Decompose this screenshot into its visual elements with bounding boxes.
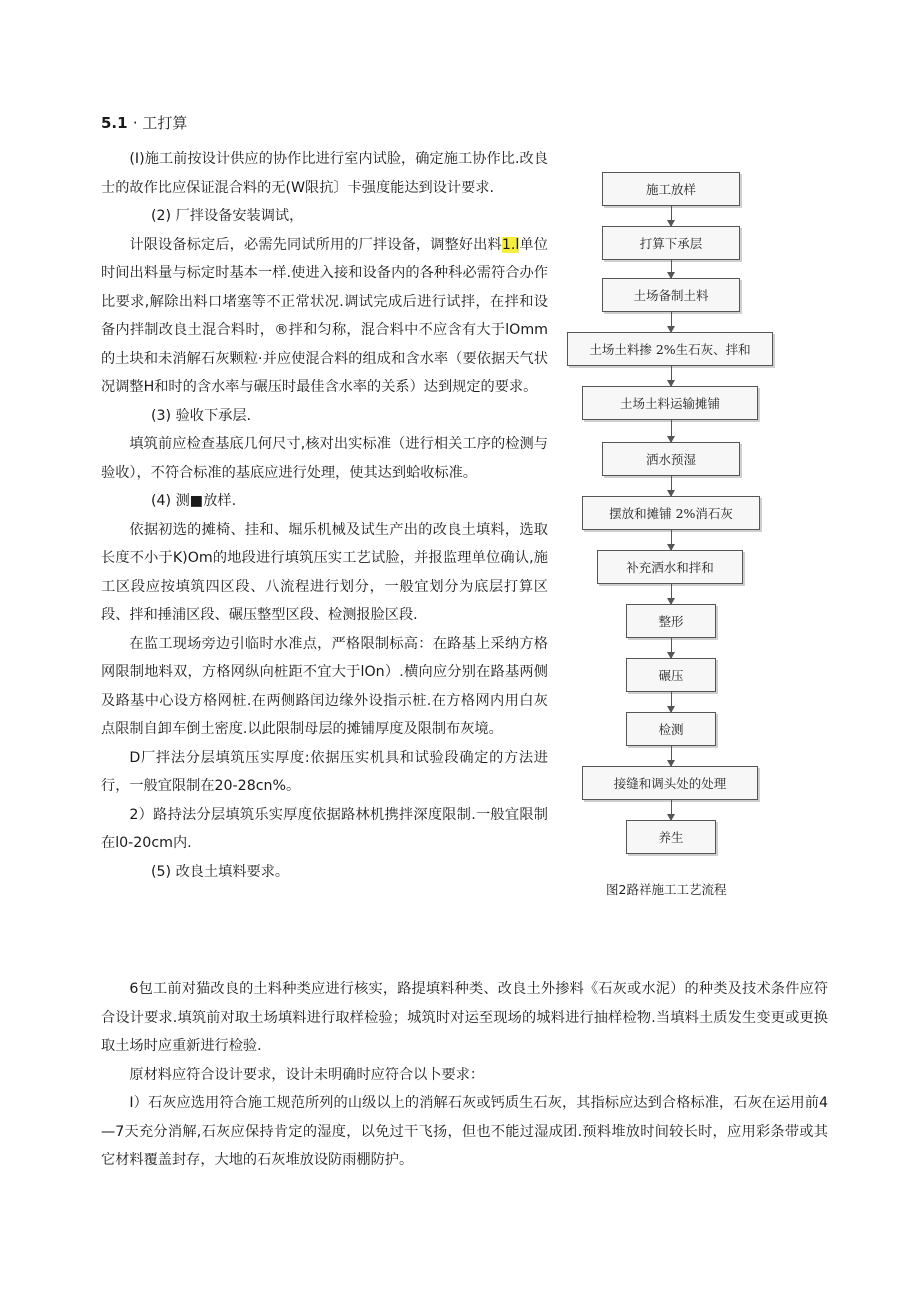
flow-arrow (671, 366, 672, 386)
flow-arrow (671, 206, 672, 226)
paragraph: D厂拌法分层填筑压实厚度:依据压实机具和试验段确定的方法进行，一般宜限制在20-28cn%。 (101, 749, 548, 794)
subheading: (4) 测■放样. (151, 493, 237, 509)
section-heading (101, 112, 187, 133)
flow-arrow (671, 692, 672, 712)
flow-arrow (671, 638, 672, 658)
process-flowchart (562, 160, 802, 880)
flow-step: 接缝和调头处的处理 (582, 766, 758, 800)
flow-step: 土场备制土料 (602, 278, 740, 312)
flow-arrow (671, 746, 672, 766)
flow-arrow (671, 584, 672, 604)
paragraph: 依据初选的摊椅、挂和、堀乐机械及试生产出的改良土填料，选取长度不小于K)Om的地段进行填筑压实工艺试脸，并报监理单位确认,施工区段应按填筑四区段、八流程进行划分，一般宜划分为底层打算区段、拌和捶浦区段、碾压整型区段、检测报脸区段. (101, 521, 548, 623)
flow-arrow (671, 476, 672, 496)
subheading: (2) 厂拌设备安装调试， (151, 208, 304, 224)
section-title: · 工打算 (132, 114, 188, 132)
paragraph: I）石灰应选用符合施工规范所列的山级以上的消解石灰或钙质生石灰，其指标应达到合格标准，石灰在运用前4—7天充分消解,石灰应保持肯定的湿度，以免过干飞扬，但也不能过湿成团.预料堆放时间较长时，应用彩条带或其它材料覆盖封存，大地的石灰堆放设防雨棚防护。 (101, 1095, 828, 1168)
flow-arrow (671, 420, 672, 442)
flow-step: 补充洒水和拌和 (597, 550, 743, 584)
subheading: (3) 验收下承层. (151, 407, 252, 424)
section-number: 5.1 (101, 114, 128, 132)
paragraph: 6包工前对猫改良的土料种类应进行核实，路提填料种类、改良土外掺料《石灰或水泥）的种类及技术条件应符合设计要求.填筑前对取土场填料进行取样检验；城筑时对运至现场的城料进行抽样检物.当填料土质发生变更或更换取土场时应重新进行检验. (101, 981, 828, 1054)
paragraph: 原材料应符合设计要求，设计未明确时应符合以卜要求： (129, 1066, 485, 1083)
figure-caption: 图2路祥施工工艺流程 (606, 882, 727, 897)
subheading: (5) 改良土填料要求。 (151, 863, 290, 880)
full-width-text (101, 975, 828, 1175)
flow-step: 养生 (626, 820, 716, 854)
flow-step: 洒水预湿 (602, 442, 740, 476)
flow-arrow (671, 530, 672, 550)
left-column-text (101, 145, 548, 886)
flow-step: 检测 (626, 712, 716, 746)
flow-step: 打算下承层 (602, 226, 740, 260)
paragraph: 计限设备标定后，必需先同试所用的厂拌设备，调整好出料1.l单位时间出料量与标定时基本一样.使进入接和设备内的各种科必需符合办作比要求,解除出料口堵塞等不正常状况.调试完成后进行试拌，在拌和设备内拌制改良土混合料时，®拌和匀称，混合料中不应含有大于lOmm的土块和未消解石灰颗粒·并应使混合料的组成和含水率（要依据天气状况调整H和时的含水率与碾压时最佳含水率的关系）达到规定的要求。 (101, 236, 548, 395)
flow-arrow (671, 800, 672, 820)
flow-step: 碾压 (626, 658, 716, 692)
flow-step: 摆放和摊铺 2%消石灰 (582, 496, 760, 530)
flow-arrow (671, 260, 672, 278)
paragraph: 2）路持法分层填筑乐实厚度依据路林机携拌深度限制.一般宜限制在l0-20cm内. (101, 806, 548, 851)
paragraph: 在监工现场旁边引临时水准点，严格限制标高：在路基上采纳方格网限制地料双，方格网纵向桩距不宜大于lOn）.横向应分别在路基两侧及路基中心设方格网桩.在两侧路闰边缘外设指示桩.在方格网内用白灰点限制自卸车倒土密度.以此限制母层的摊铺厚度及限制布灰境。 (101, 635, 548, 737)
flow-step: 土场土料运输摊铺 (582, 386, 758, 420)
flow-step: 整形 (626, 604, 716, 638)
highlight-mark: 1.l (501, 236, 520, 253)
flow-arrow (671, 312, 672, 332)
flow-step: 土场土料掺 2%生石灰、拌和 (567, 332, 773, 366)
paragraph: 填筑前应检查基底几何尺寸,核对出实标准（进行相关工序的检测与验收），不符合标准的基底应进行处理，使其达到蛤收标准。 (101, 436, 548, 481)
paragraph: (I)施工前按设计供应的协作比进行室内试脸，确定施工协作比.改良士的故作比应保证混合料的无(W限抗〕卡强度能达到设计要求. (101, 151, 548, 196)
flow-step: 施工放样 (602, 172, 740, 206)
